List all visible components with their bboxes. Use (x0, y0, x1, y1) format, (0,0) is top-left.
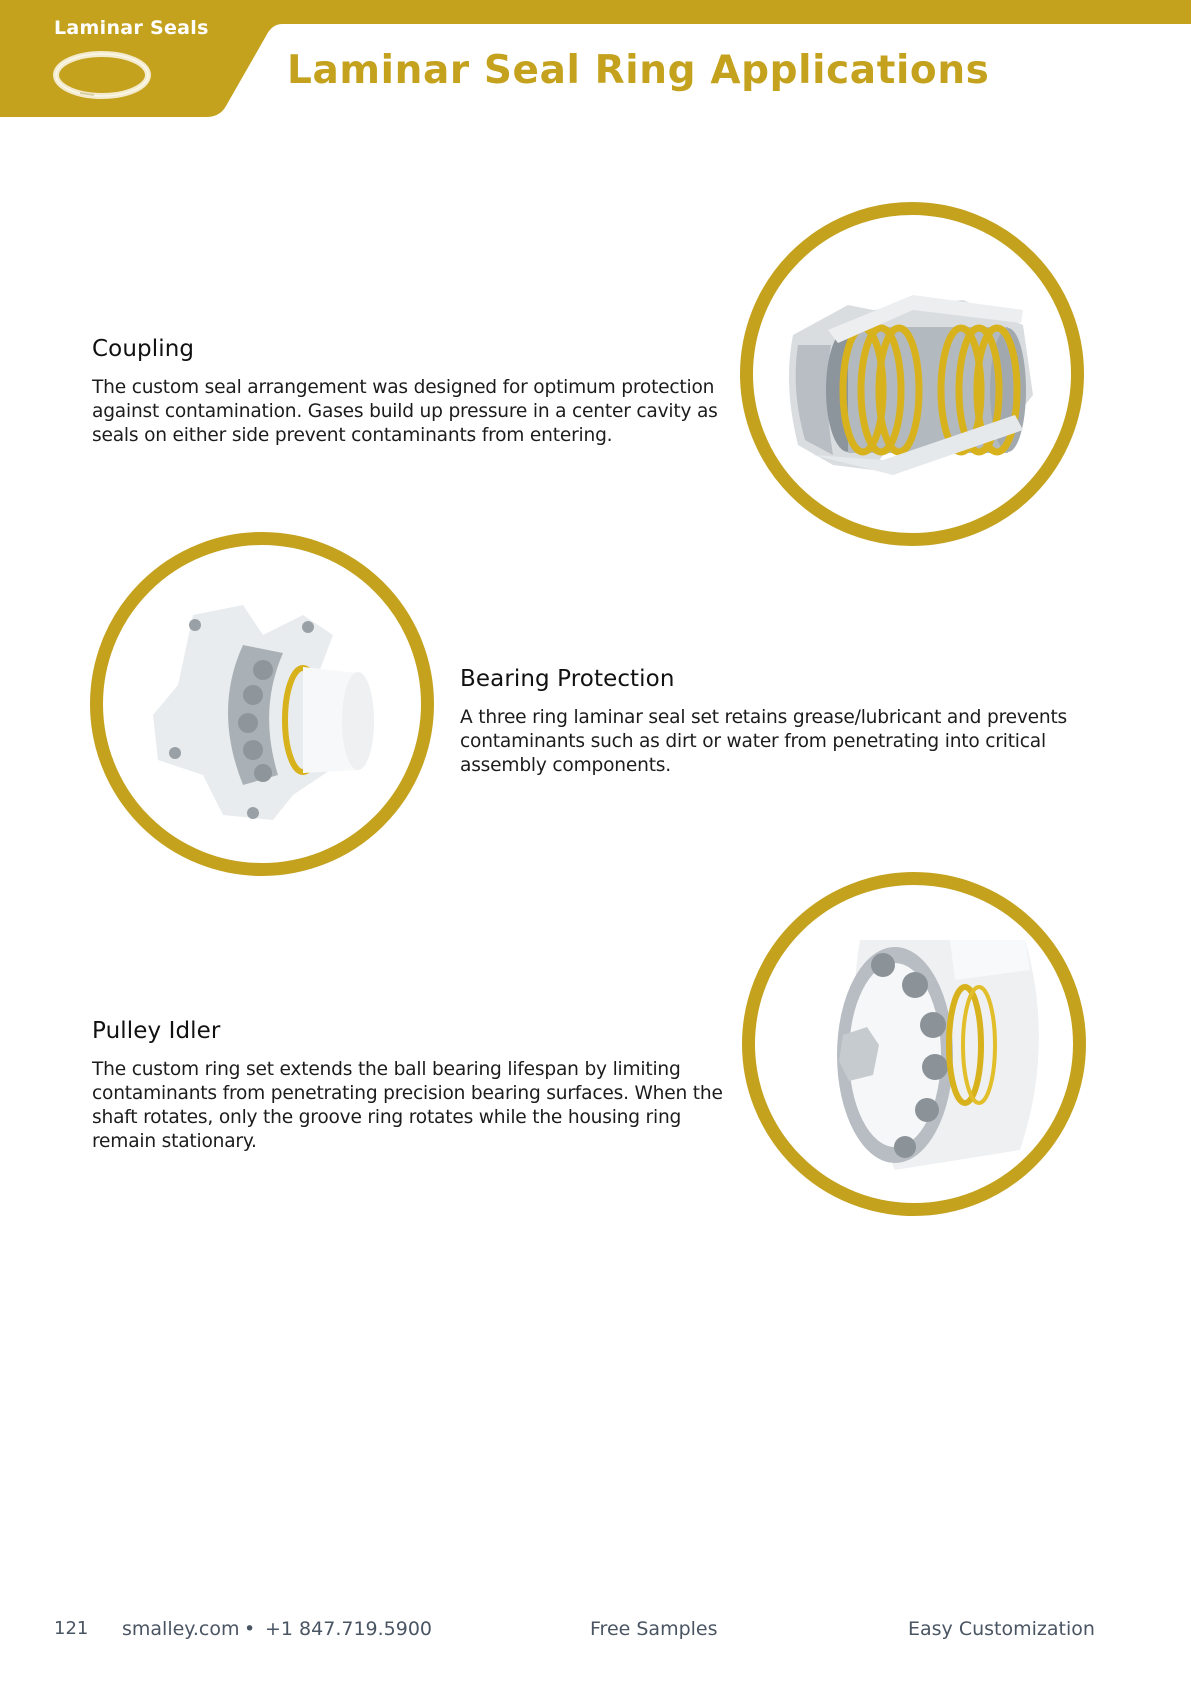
application-description: The custom ring set extends the ball bearing lifespan by limiting contaminants from penetrating precision bearing surfaces. When the shaft rotates, only the groove ring rotates while the housing ring remain stationary. (92, 1059, 723, 1152)
application-bearing-protection (460, 666, 1100, 778)
application-description: The custom seal arrangement was designed for optimum protection against contamination. Gases build up pressure in a center cavity as seals on either side prevent contaminants from entering. (92, 377, 718, 446)
pulley-idler-cutaway-image (742, 872, 1086, 1216)
bearing-housing-cutaway-image (90, 532, 434, 876)
laminar-ring-icon (50, 50, 156, 102)
application-description: A three ring laminar seal set retains grease/lubricant and prevents contaminants such as dirt or water from penetrating into critical assembly components. (460, 707, 1068, 776)
website-link[interactable]: smalley.com (122, 1618, 240, 1640)
application-heading: Coupling (92, 336, 195, 362)
phone-number[interactable]: +1 847.719.5900 (265, 1618, 433, 1640)
section-label: Laminar Seals (54, 17, 209, 39)
bullet-separator-icon: • (244, 1618, 256, 1640)
application-heading: Pulley Idler (92, 1018, 221, 1044)
free-samples-text: Free Samples (590, 1618, 718, 1640)
page-footer (0, 1618, 1191, 1648)
page-number: 121 (54, 1618, 89, 1639)
easy-customization-text: Easy Customization (908, 1618, 1095, 1640)
coupling-cutaway-image (740, 202, 1084, 546)
application-heading: Bearing Protection (460, 666, 675, 692)
page-title: Laminar Seal Ring Applications (287, 48, 990, 93)
application-pulley-idler (92, 1018, 732, 1154)
application-coupling (92, 336, 732, 448)
